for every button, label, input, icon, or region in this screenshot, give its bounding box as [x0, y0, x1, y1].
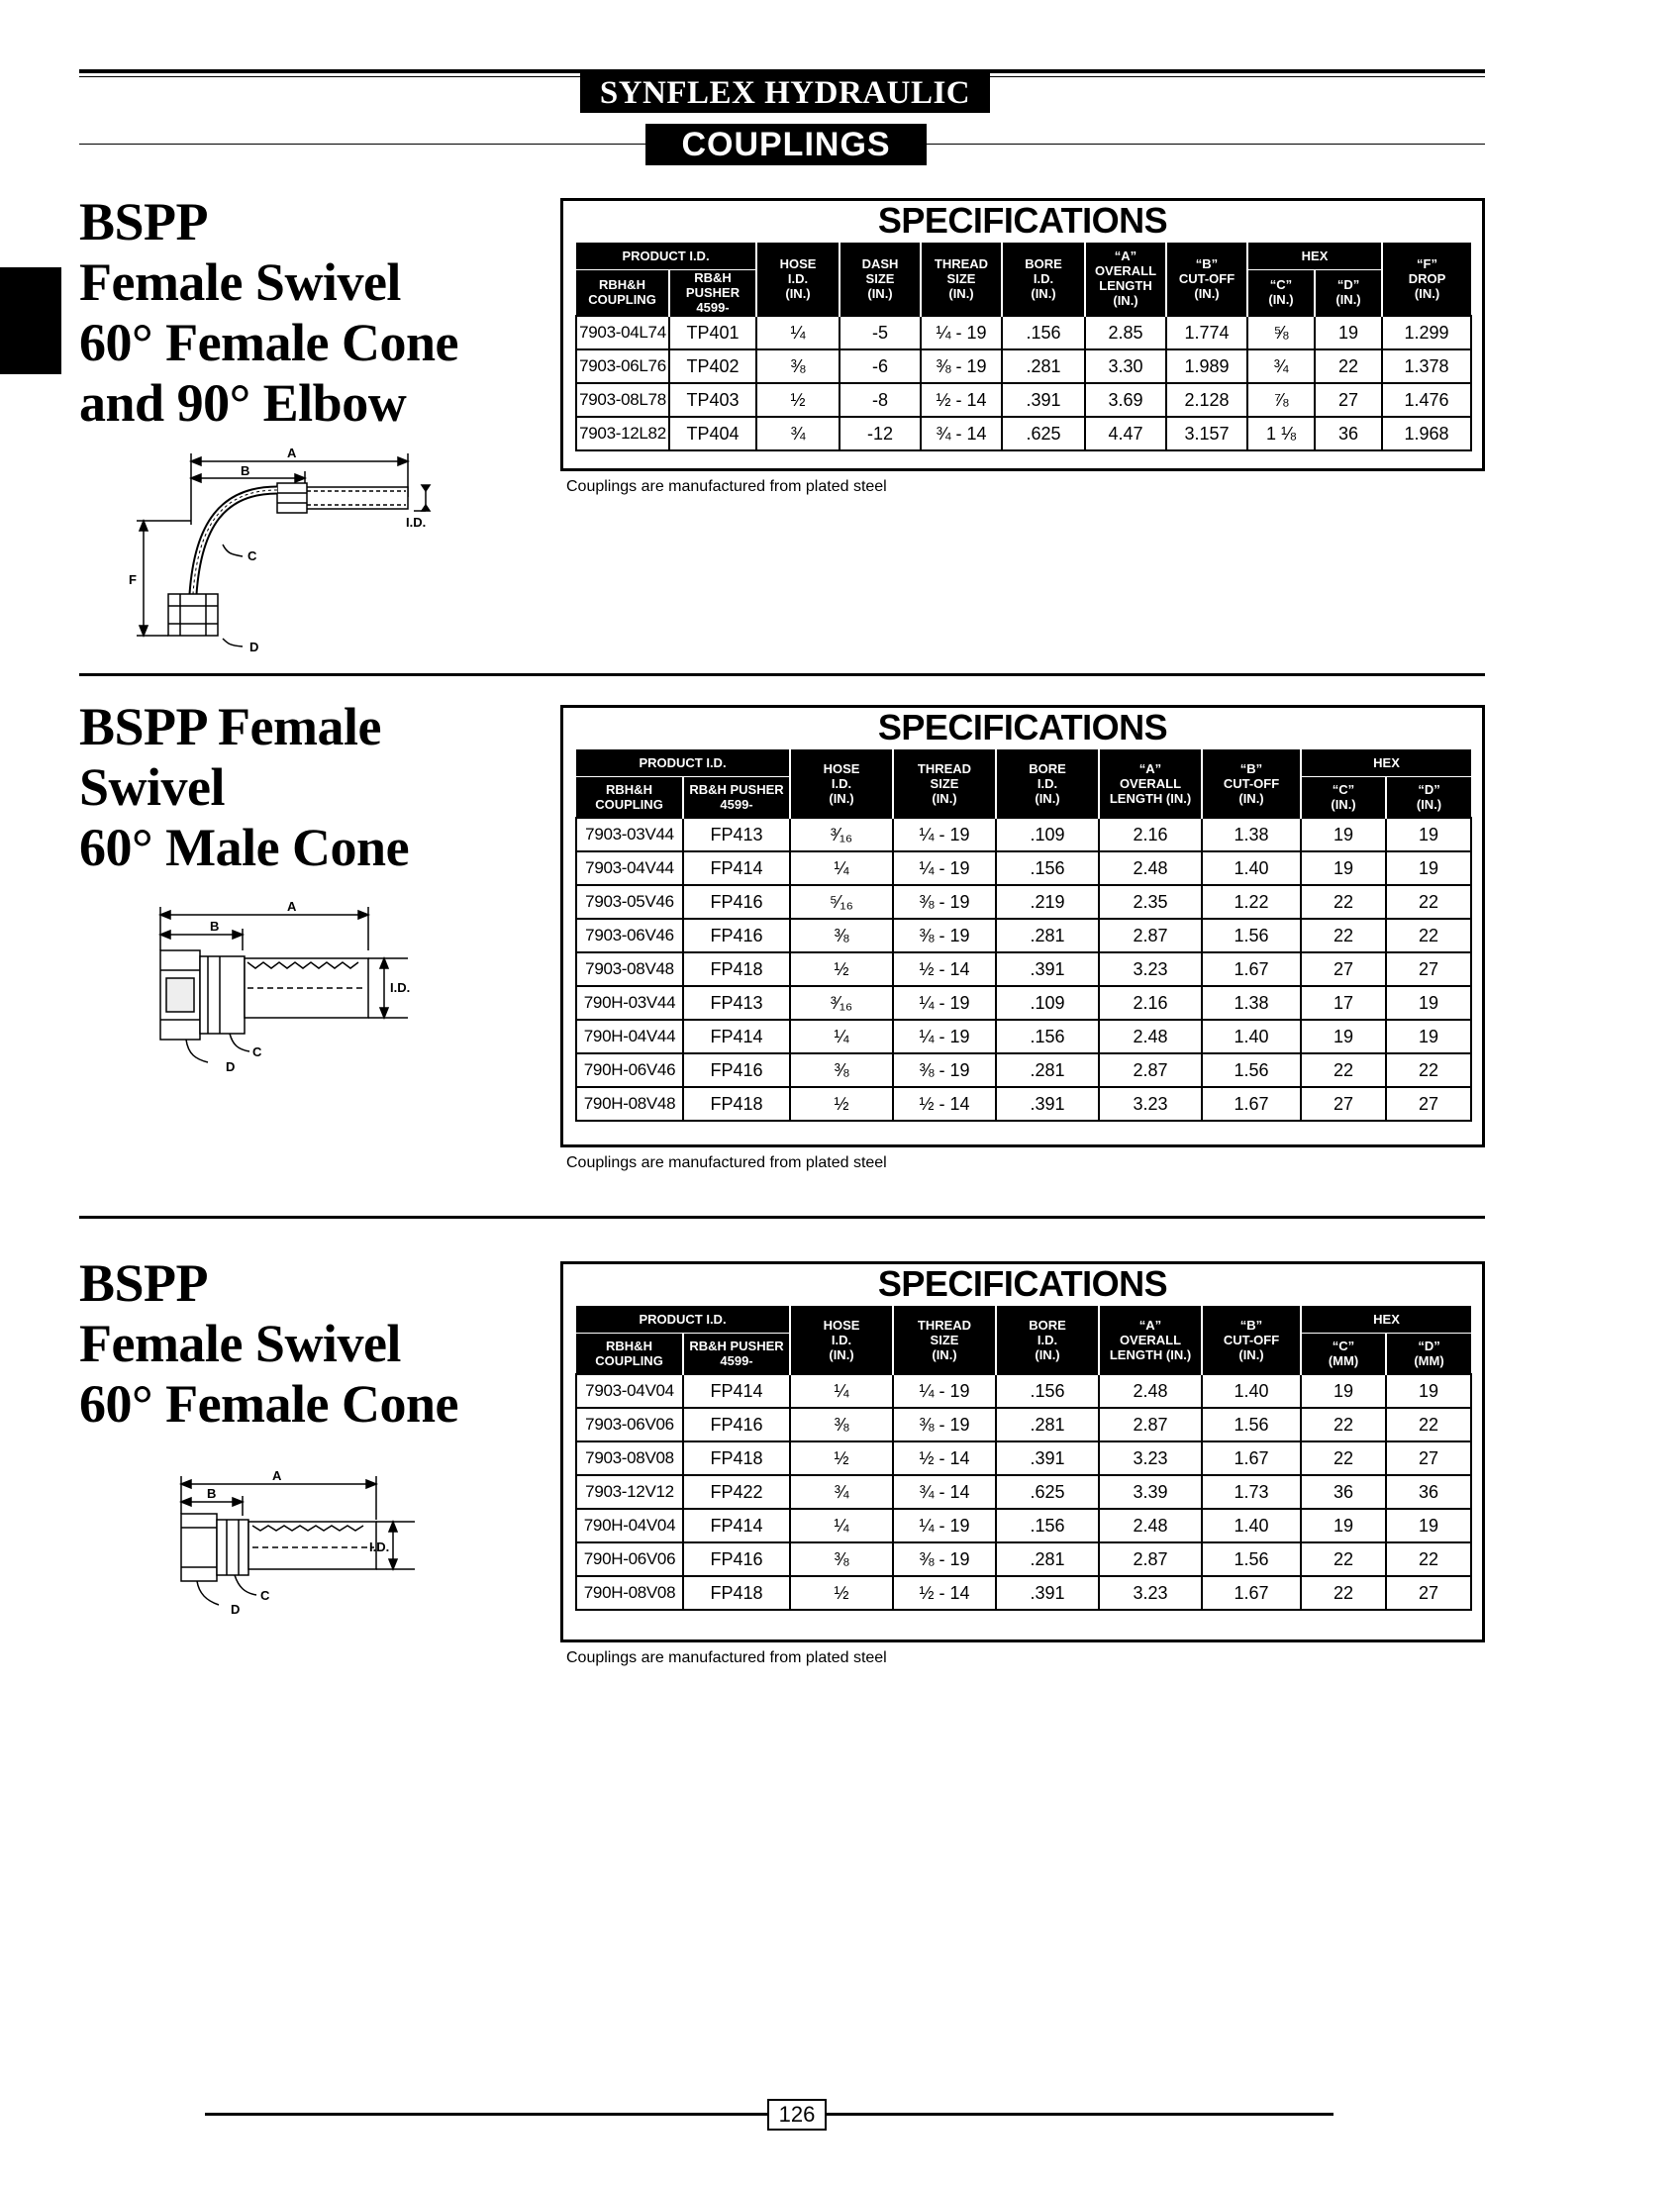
- table-cell: 36: [1315, 417, 1382, 450]
- table-cell: 790H-08V08: [576, 1576, 683, 1610]
- table-cell: ¾: [790, 1475, 893, 1509]
- table-cell: .109: [996, 986, 1099, 1020]
- table-row: [576, 1087, 1471, 1121]
- column-header: RB&H PUSHER 4599-: [683, 1333, 790, 1374]
- table-cell: TP402: [669, 349, 756, 383]
- table-cell: 19: [1386, 851, 1471, 885]
- column-header: HOSE I.D. (IN.): [756, 243, 840, 316]
- table-cell: 1.968: [1382, 417, 1471, 450]
- table-cell: 1.38: [1202, 818, 1301, 851]
- table-cell: FP414: [683, 851, 790, 885]
- diagram-label-d: D: [249, 640, 259, 654]
- section-1-title-line: BSPP: [79, 192, 209, 251]
- table-cell: ⅜ - 19: [921, 349, 1002, 383]
- column-header: “C” (IN.): [1247, 269, 1315, 316]
- table-cell: ¾ - 14: [921, 417, 1002, 450]
- group-header-product: PRODUCT I.D.: [576, 749, 790, 776]
- diagram-label-d: D: [226, 1059, 236, 1074]
- table-cell: 790H-08V48: [576, 1087, 683, 1121]
- column-header: BORE I.D. (IN.): [996, 1306, 1099, 1374]
- elbow-coupling-diagram: [129, 446, 455, 653]
- column-header: “D” (IN.): [1315, 269, 1382, 316]
- table-cell: 22: [1386, 1053, 1471, 1087]
- table-row: [576, 1576, 1471, 1610]
- table-cell: 7903-08L78: [576, 383, 669, 417]
- column-header: “A” OVERALL LENGTH (IN.): [1099, 1306, 1202, 1374]
- table-cell: FP416: [683, 1408, 790, 1441]
- diagram-label-b: B: [207, 1486, 217, 1501]
- table-cell: FP414: [683, 1509, 790, 1542]
- table-cell: 3.23: [1099, 952, 1202, 986]
- table-cell: TP401: [669, 316, 756, 349]
- table-row: [576, 1408, 1471, 1441]
- table-cell: 3.69: [1085, 383, 1166, 417]
- table-cell: .281: [996, 1542, 1099, 1576]
- table-cell: 1.56: [1202, 1542, 1301, 1576]
- table-cell: ⅜ - 19: [893, 885, 996, 919]
- diagram-label-id: I.D.: [369, 1539, 390, 1554]
- table-cell: ¼ - 19: [893, 1509, 996, 1542]
- column-header: “B” CUT-OFF (IN.): [1166, 243, 1247, 316]
- table-cell: .391: [996, 1087, 1099, 1121]
- section-3-title-line: Female Swivel: [79, 1314, 401, 1373]
- table-cell: 1.67: [1202, 952, 1301, 986]
- spec-table-2: [575, 749, 1472, 1122]
- table-cell: FP418: [683, 1441, 790, 1475]
- table-cell: 790H-06V06: [576, 1542, 683, 1576]
- column-header: RBH&H COUPLING: [576, 269, 669, 316]
- table-cell: ⅜: [790, 919, 893, 952]
- spec-title: SPECIFICATIONS: [877, 200, 1168, 241]
- table-cell: ⅜: [790, 1542, 893, 1576]
- table-cell: 19: [1386, 1374, 1471, 1408]
- table-cell: FP418: [683, 1576, 790, 1610]
- table-cell: 7903-12V12: [576, 1475, 683, 1509]
- male-cone-coupling-diagram: [148, 901, 465, 1074]
- table-cell: 3.23: [1099, 1087, 1202, 1121]
- table-row: [576, 1374, 1471, 1408]
- table-cell: 3.23: [1099, 1441, 1202, 1475]
- table-row: [576, 316, 1471, 349]
- table-cell: 27: [1386, 1576, 1471, 1610]
- column-header: “D” (IN.): [1386, 776, 1471, 818]
- table-cell: 7903-12L82: [576, 417, 669, 450]
- table-cell: 1.56: [1202, 1408, 1301, 1441]
- table-cell: 7903-08V08: [576, 1441, 683, 1475]
- table-cell: ⁵⁄₁₆: [790, 885, 893, 919]
- table-cell: ¼ - 19: [893, 1374, 996, 1408]
- table-cell: 7903-06V46: [576, 919, 683, 952]
- table-cell: 7903-06L76: [576, 349, 669, 383]
- table-cell: 17: [1301, 986, 1386, 1020]
- table-cell: .219: [996, 885, 1099, 919]
- table-cell: ½: [756, 383, 840, 417]
- section-1-title-line: 60° Female Cone: [79, 313, 458, 372]
- column-header: THREAD SIZE (IN.): [893, 1306, 996, 1374]
- section-2-title-line: Swivel: [79, 757, 226, 817]
- table-cell: 1.774: [1166, 316, 1247, 349]
- table-cell: ⅜ - 19: [893, 1542, 996, 1576]
- group-header-product: PRODUCT I.D.: [576, 243, 756, 269]
- section-2-title-line: BSPP Female: [79, 697, 381, 756]
- column-header: “D” (MM): [1386, 1333, 1471, 1374]
- table-cell: .156: [996, 851, 1099, 885]
- table-cell: ½: [790, 952, 893, 986]
- table-cell: ³⁄₁₆: [790, 986, 893, 1020]
- table-cell: .281: [996, 1408, 1099, 1441]
- column-header: BORE I.D. (IN.): [1002, 243, 1085, 316]
- column-header: “B” CUT-OFF (IN.): [1202, 1306, 1301, 1374]
- section-3-title: [79, 1253, 458, 1435]
- table-cell: 1.38: [1202, 986, 1301, 1020]
- table-cell: 22: [1301, 885, 1386, 919]
- diagram-label-id: I.D.: [406, 515, 427, 530]
- diagram-label-c: C: [260, 1588, 270, 1603]
- table-cell: ⅜: [790, 1053, 893, 1087]
- column-header: RB&H PUSHER 4599-: [669, 269, 756, 316]
- diagram-label-a: A: [272, 1468, 282, 1483]
- column-header: “A” OVERALL LENGTH (IN.): [1099, 749, 1202, 818]
- column-header: THREAD SIZE (IN.): [893, 749, 996, 818]
- category-banner: COUPLINGS: [645, 124, 927, 165]
- table-cell: ¾: [756, 417, 840, 450]
- table-cell: -12: [840, 417, 921, 450]
- page-number: 126: [767, 2099, 827, 2131]
- table-cell: ½: [790, 1441, 893, 1475]
- table-row: [576, 919, 1471, 952]
- table-cell: 19: [1301, 1374, 1386, 1408]
- table-row: [576, 1053, 1471, 1087]
- spec-panel-3: [560, 1261, 1485, 1642]
- table-cell: FP418: [683, 1087, 790, 1121]
- table-cell: FP413: [683, 818, 790, 851]
- table-row: [576, 851, 1471, 885]
- table-cell: 22: [1301, 919, 1386, 952]
- table-cell: 7903-05V46: [576, 885, 683, 919]
- diagram-label-c: C: [247, 548, 257, 563]
- table-cell: 1.989: [1166, 349, 1247, 383]
- table-cell: 2.85: [1085, 316, 1166, 349]
- table-cell: ³⁄₁₆: [790, 818, 893, 851]
- column-header: “A” OVERALL LENGTH (IN.): [1085, 243, 1166, 316]
- table-cell: 2.87: [1099, 1542, 1202, 1576]
- table-cell: 1.40: [1202, 1509, 1301, 1542]
- table-cell: ⅜ - 19: [893, 1053, 996, 1087]
- table-cell: .109: [996, 818, 1099, 851]
- table-cell: 22: [1301, 1576, 1386, 1610]
- table-row: [576, 349, 1471, 383]
- table-row: [576, 1542, 1471, 1576]
- table-cell: FP414: [683, 1020, 790, 1053]
- table-row: [576, 1509, 1471, 1542]
- table-cell: ½ - 14: [893, 1576, 996, 1610]
- table-cell: FP416: [683, 1053, 790, 1087]
- table-cell: 7903-04V44: [576, 851, 683, 885]
- table-cell: 27: [1386, 1441, 1471, 1475]
- table-cell: ¼ - 19: [921, 316, 1002, 349]
- group-header-hex: HEX: [1247, 243, 1382, 269]
- table-cell: .391: [996, 952, 1099, 986]
- column-header: “C” (IN.): [1301, 776, 1386, 818]
- table-cell: 2.87: [1099, 1053, 1202, 1087]
- column-header: HOSE I.D. (IN.): [790, 1306, 893, 1374]
- table-cell: ¾ - 14: [893, 1475, 996, 1509]
- table-cell: 22: [1301, 1542, 1386, 1576]
- table-cell: 790H-04V44: [576, 1020, 683, 1053]
- column-header: DASH SIZE (IN.): [840, 243, 921, 316]
- table-cell: 27: [1386, 1087, 1471, 1121]
- table-cell: 19: [1315, 316, 1382, 349]
- table-cell: FP416: [683, 919, 790, 952]
- group-header-hex: HEX: [1301, 749, 1471, 776]
- table-cell: 19: [1386, 1020, 1471, 1053]
- table-cell: 2.128: [1166, 383, 1247, 417]
- table-cell: 2.16: [1099, 986, 1202, 1020]
- diagram-label-d: D: [231, 1602, 241, 1617]
- table-row: [576, 1441, 1471, 1475]
- table-cell: ⅜ - 19: [893, 919, 996, 952]
- table-cell: 3.23: [1099, 1576, 1202, 1610]
- section-1-title-line: Female Swivel: [79, 252, 401, 312]
- column-header: “B” CUT-OFF (IN.): [1202, 749, 1301, 818]
- table-cell: 3.157: [1166, 417, 1247, 450]
- table-cell: 7903-04L74: [576, 316, 669, 349]
- table-cell: 19: [1386, 818, 1471, 851]
- column-header: RBH&H COUPLING: [576, 1333, 683, 1374]
- spec-table-3: [575, 1306, 1472, 1611]
- table-row: [576, 818, 1471, 851]
- table-cell: .281: [996, 1053, 1099, 1087]
- material-note: Couplings are manufactured from plated steel: [566, 1649, 887, 1666]
- table-cell: 1.299: [1382, 316, 1471, 349]
- section-divider: [79, 1216, 1485, 1219]
- table-cell: 7903-06V06: [576, 1408, 683, 1441]
- table-cell: ½: [790, 1087, 893, 1121]
- table-cell: .625: [1002, 417, 1085, 450]
- table-cell: FP422: [683, 1475, 790, 1509]
- table-cell: FP416: [683, 1542, 790, 1576]
- table-cell: .281: [996, 919, 1099, 952]
- table-cell: .156: [996, 1509, 1099, 1542]
- table-cell: FP414: [683, 1374, 790, 1408]
- column-header: “C” (MM): [1301, 1333, 1386, 1374]
- table-cell: 1.56: [1202, 919, 1301, 952]
- table-cell: 1.67: [1202, 1441, 1301, 1475]
- table-cell: 2.87: [1099, 1408, 1202, 1441]
- section-3-title-line: BSPP: [79, 1253, 209, 1313]
- table-cell: 1.378: [1382, 349, 1471, 383]
- table-cell: 7903-03V44: [576, 818, 683, 851]
- diagram-label-c: C: [252, 1044, 262, 1059]
- spec-panel-1: [560, 198, 1485, 471]
- table-cell: 36: [1386, 1475, 1471, 1509]
- material-note: Couplings are manufactured from plated steel: [566, 1154, 887, 1171]
- table-row: [576, 383, 1471, 417]
- table-cell: 22: [1386, 919, 1471, 952]
- spec-title: SPECIFICATIONS: [877, 1263, 1168, 1304]
- spec-panel-2: [560, 705, 1485, 1147]
- table-cell: 2.48: [1099, 1509, 1202, 1542]
- group-header-hex: HEX: [1301, 1306, 1471, 1333]
- table-cell: .391: [996, 1576, 1099, 1610]
- table-row: [576, 1020, 1471, 1053]
- table-cell: ⅝: [1247, 316, 1315, 349]
- column-header: THREAD SIZE (IN.): [921, 243, 1002, 316]
- table-cell: 22: [1301, 1053, 1386, 1087]
- group-header-product: PRODUCT I.D.: [576, 1306, 790, 1333]
- section-1-title-line: and 90° Elbow: [79, 373, 407, 433]
- table-cell: ¼: [790, 851, 893, 885]
- column-header: RB&H PUSHER 4599-: [683, 776, 790, 818]
- table-cell: TP404: [669, 417, 756, 450]
- table-cell: 3.39: [1099, 1475, 1202, 1509]
- table-cell: -6: [840, 349, 921, 383]
- table-cell: 1.476: [1382, 383, 1471, 417]
- table-cell: 19: [1301, 1020, 1386, 1053]
- column-header: HOSE I.D. (IN.): [790, 749, 893, 818]
- table-row: [576, 952, 1471, 986]
- spec-title: SPECIFICATIONS: [877, 707, 1168, 747]
- table-cell: 1.73: [1202, 1475, 1301, 1509]
- section-divider: [79, 673, 1485, 676]
- table-cell: 27: [1301, 952, 1386, 986]
- table-cell: 1.40: [1202, 1374, 1301, 1408]
- table-cell: 22: [1386, 885, 1471, 919]
- table-cell: 2.48: [1099, 851, 1202, 885]
- diagram-label-a: A: [287, 899, 297, 914]
- table-cell: 22: [1386, 1542, 1471, 1576]
- table-cell: ¼ - 19: [893, 1020, 996, 1053]
- section-tab-marker: [0, 267, 61, 374]
- table-cell: FP416: [683, 885, 790, 919]
- section-2-title: [79, 697, 409, 878]
- table-cell: 1.67: [1202, 1087, 1301, 1121]
- diagram-label-a: A: [287, 446, 297, 460]
- table-cell: 3.30: [1085, 349, 1166, 383]
- column-header: “F” DROP (IN.): [1382, 243, 1471, 316]
- table-cell: 790H-06V46: [576, 1053, 683, 1087]
- diagram-label-b: B: [241, 463, 250, 478]
- table-cell: 2.35: [1099, 885, 1202, 919]
- table-cell: 19: [1301, 818, 1386, 851]
- table-cell: 2.48: [1099, 1374, 1202, 1408]
- table-cell: 1.56: [1202, 1053, 1301, 1087]
- table-cell: FP413: [683, 986, 790, 1020]
- table-cell: -5: [840, 316, 921, 349]
- table-cell: 19: [1386, 986, 1471, 1020]
- table-cell: ½ - 14: [893, 1441, 996, 1475]
- table-cell: 1 ⅛: [1247, 417, 1315, 450]
- table-cell: 790H-04V04: [576, 1509, 683, 1542]
- material-note: Couplings are manufactured from plated steel: [566, 478, 887, 495]
- table-cell: .391: [996, 1441, 1099, 1475]
- spec-table-1: [575, 243, 1472, 451]
- table-cell: ¼: [790, 1509, 893, 1542]
- table-cell: 19: [1301, 851, 1386, 885]
- table-cell: ¼ - 19: [893, 851, 996, 885]
- table-cell: .156: [1002, 316, 1085, 349]
- table-cell: 27: [1386, 952, 1471, 986]
- table-cell: 1.40: [1202, 1020, 1301, 1053]
- table-cell: ½ - 14: [893, 952, 996, 986]
- table-cell: ¼: [790, 1374, 893, 1408]
- table-row: [576, 885, 1471, 919]
- table-cell: 36: [1301, 1475, 1386, 1509]
- column-header: RBH&H COUPLING: [576, 776, 683, 818]
- female-cone-coupling-diagram: [173, 1470, 470, 1629]
- table-cell: .391: [1002, 383, 1085, 417]
- table-cell: 7903-04V04: [576, 1374, 683, 1408]
- diagram-label-id: I.D.: [390, 980, 411, 995]
- brand-banner: SYNFLEX HYDRAULIC: [580, 73, 990, 113]
- table-cell: ½: [790, 1576, 893, 1610]
- table-cell: 22: [1301, 1408, 1386, 1441]
- table-cell: ⅜: [790, 1408, 893, 1441]
- table-cell: .156: [996, 1374, 1099, 1408]
- table-cell: 2.87: [1099, 919, 1202, 952]
- table-cell: 2.48: [1099, 1020, 1202, 1053]
- table-cell: .156: [996, 1020, 1099, 1053]
- column-header: BORE I.D. (IN.): [996, 749, 1099, 818]
- table-cell: 1.22: [1202, 885, 1301, 919]
- table-cell: 19: [1301, 1509, 1386, 1542]
- table-cell: .281: [1002, 349, 1085, 383]
- table-cell: ¾: [1247, 349, 1315, 383]
- table-cell: 2.16: [1099, 818, 1202, 851]
- table-cell: -8: [840, 383, 921, 417]
- table-cell: .625: [996, 1475, 1099, 1509]
- table-cell: ¼ - 19: [893, 818, 996, 851]
- section-2-title-line: 60° Male Cone: [79, 818, 410, 877]
- section-3-title-line: 60° Female Cone: [79, 1374, 458, 1434]
- table-cell: 4.47: [1085, 417, 1166, 450]
- table-cell: 1.67: [1202, 1576, 1301, 1610]
- diagram-label-b: B: [210, 919, 220, 934]
- table-cell: 22: [1301, 1441, 1386, 1475]
- table-cell: TP403: [669, 383, 756, 417]
- section-1-title: [79, 192, 458, 434]
- table-cell: ⅞: [1247, 383, 1315, 417]
- table-row: [576, 417, 1471, 450]
- table-cell: ⅜: [756, 349, 840, 383]
- table-cell: 19: [1386, 1509, 1471, 1542]
- diagram-label-f: F: [129, 572, 137, 587]
- table-cell: 27: [1301, 1087, 1386, 1121]
- table-cell: 7903-08V48: [576, 952, 683, 986]
- table-row: [576, 986, 1471, 1020]
- table-row: [576, 1475, 1471, 1509]
- table-cell: ¼: [756, 316, 840, 349]
- table-cell: 1.40: [1202, 851, 1301, 885]
- table-cell: ¼ - 19: [893, 986, 996, 1020]
- table-cell: FP418: [683, 952, 790, 986]
- table-cell: ⅜ - 19: [893, 1408, 996, 1441]
- table-cell: ¼: [790, 1020, 893, 1053]
- table-cell: 22: [1386, 1408, 1471, 1441]
- table-cell: 790H-03V44: [576, 986, 683, 1020]
- table-cell: ½ - 14: [893, 1087, 996, 1121]
- table-cell: 22: [1315, 349, 1382, 383]
- table-cell: 27: [1315, 383, 1382, 417]
- table-cell: ½ - 14: [921, 383, 1002, 417]
